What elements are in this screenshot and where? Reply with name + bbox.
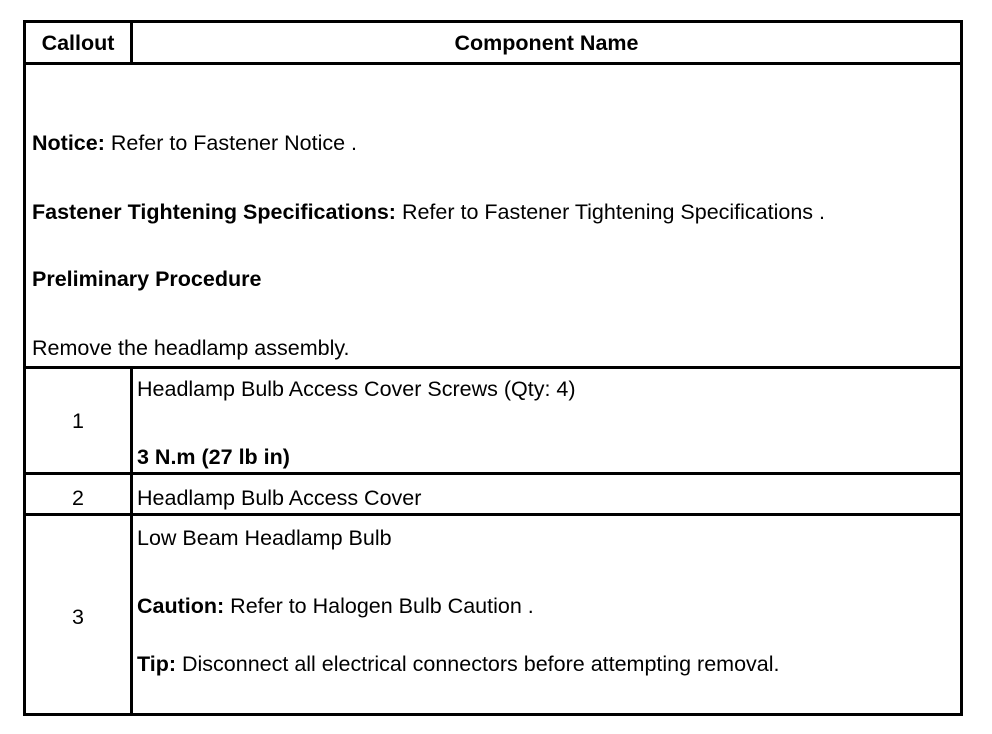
tip-label: Tip: [137, 652, 177, 676]
callout-number: 1 [72, 409, 84, 433]
preliminary-procedure-step: Remove the headlamp assembly. [32, 336, 350, 360]
callout-number: 3 [72, 605, 84, 629]
caution-text: Refer to Halogen Bulb Caution . [224, 594, 534, 618]
caution-label: Caution: [137, 594, 225, 618]
fastener-spec-text: Refer to Fastener Tightening Specifications . [395, 200, 826, 224]
callout-column-header: Callout [41, 31, 115, 55]
component-table [23, 20, 963, 716]
fastener-spec-label: Fastener Tightening Specifications: [32, 200, 396, 224]
tip-line [137, 652, 780, 676]
row-divider-intro [26, 366, 960, 369]
notice-label: Notice: [32, 131, 105, 155]
fastener-spec-line [32, 200, 825, 224]
notice-text: Refer to Fastener Notice . [104, 131, 358, 155]
caution-line [137, 594, 534, 618]
component-name: Headlamp Bulb Access Cover [137, 486, 422, 510]
notice-line [32, 131, 357, 155]
tip-text: Disconnect all electrical connectors before attempting removal. [176, 652, 780, 676]
preliminary-procedure-heading: Preliminary Procedure [32, 267, 262, 291]
component-name: Headlamp Bulb Access Cover Screws (Qty: 4) [137, 377, 576, 401]
column-divider-body [130, 366, 133, 716]
callout-number: 2 [72, 486, 84, 510]
torque-spec: 3 N.m (27 lb in) [137, 445, 290, 469]
row-divider-header [26, 62, 960, 65]
component-name-column-header: Component Name [454, 31, 639, 55]
row-divider-1 [26, 472, 960, 475]
component-name: Low Beam Headlamp Bulb [137, 526, 392, 550]
row-divider-2 [26, 513, 960, 516]
